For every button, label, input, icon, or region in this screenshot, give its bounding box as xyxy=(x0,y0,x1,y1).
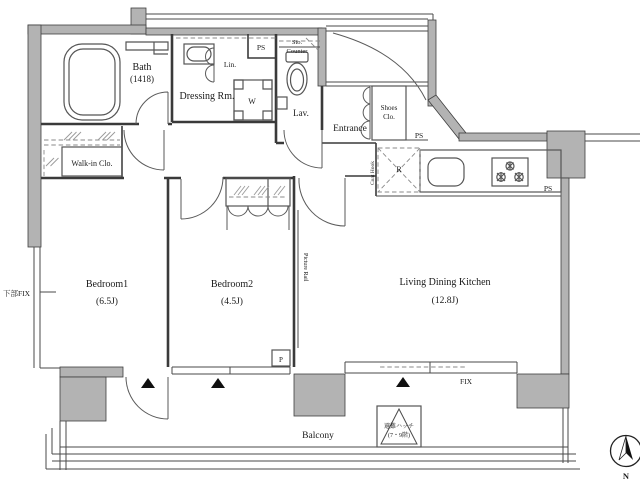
pillar-bottom-left xyxy=(60,377,106,421)
opening-direction-marker xyxy=(396,377,410,387)
compass-needle-light xyxy=(619,436,626,460)
toilet-bowl-inner xyxy=(291,69,304,91)
bedroom1-size-label: (6.5J) xyxy=(96,297,118,307)
ldk-door xyxy=(299,178,345,226)
lav-sink xyxy=(277,97,287,109)
evacuation-hatch-label-2: (7・9階) xyxy=(388,433,410,439)
wall-left-lower-window xyxy=(34,247,60,368)
bedroom2-closet-doors xyxy=(227,206,289,230)
wall-kitchen-top xyxy=(459,133,547,141)
storage-label: Sto. xyxy=(291,39,303,46)
opening-direction-marker xyxy=(141,378,155,388)
linen-closet-label: Lin. xyxy=(223,60,237,69)
interior-walls xyxy=(41,26,428,367)
bath-label: Bath xyxy=(132,62,152,73)
lavatory-label: Lav. xyxy=(293,108,309,118)
ps-label-kitchen: PS xyxy=(543,184,553,193)
picture-rail-label: Picture Rail xyxy=(302,253,308,282)
bedroom2-size-label: (4.5J) xyxy=(221,297,243,307)
counter-label: Counter xyxy=(286,48,308,55)
walk-in-closet-label: Walk-in Clo. xyxy=(71,159,113,168)
wall-entrance-right xyxy=(428,20,436,106)
wall-diagonal xyxy=(428,95,466,139)
walkin-hanger-rod xyxy=(44,140,120,176)
exterior-walls xyxy=(28,8,585,421)
wall-corridor-kitchen xyxy=(322,143,376,196)
shoes-closet-label-2: Clo. xyxy=(383,113,395,121)
washer-label: W xyxy=(248,97,256,106)
entrance-threshold xyxy=(326,26,428,31)
dressing-room-label: Dressing Rm. xyxy=(179,91,235,102)
compass-north-label: N xyxy=(622,471,630,481)
kitchen-sink xyxy=(428,158,464,186)
balcony-label: Balcony xyxy=(302,431,334,441)
corridor-door xyxy=(284,130,322,168)
opening-markers xyxy=(141,377,410,388)
bathtub-inner xyxy=(69,49,115,115)
wall-top-left xyxy=(28,25,146,34)
compass xyxy=(611,436,640,482)
linen-closet-doors xyxy=(206,48,215,82)
ps-label-top: PS xyxy=(256,43,266,52)
entrance-label: Entrance xyxy=(333,124,367,134)
bath-shelf xyxy=(126,42,168,54)
wall-bottom-left-band xyxy=(60,367,123,377)
bedroom2-window xyxy=(172,367,290,374)
p-label: P xyxy=(279,356,283,364)
pillar-bottom-right xyxy=(517,374,569,408)
pillar-bottom-mid xyxy=(294,374,345,416)
wall-right xyxy=(561,178,569,374)
outline-right-lower xyxy=(563,408,568,463)
ldk-label: Living Dining Kitchen xyxy=(399,277,491,288)
bathtub xyxy=(64,44,120,120)
ldk-window xyxy=(345,362,517,373)
balcony-left-wall xyxy=(60,421,66,470)
outline-top xyxy=(146,14,433,20)
shoes-closet-label-1: Shoes xyxy=(380,104,398,112)
lower-fix-label: 下部FIX xyxy=(3,289,31,298)
bedroom2-door xyxy=(181,177,223,219)
bath-size-label: (1418) xyxy=(130,74,154,84)
wall-entrance-left xyxy=(318,28,326,86)
bedroom2-label: Bedroom2 xyxy=(210,279,254,290)
coat-hook-label: Coat Hook xyxy=(370,161,376,185)
bath-door xyxy=(136,92,168,124)
bedroom1-door xyxy=(124,130,164,170)
bedroom1-label: Bedroom1 xyxy=(85,279,129,290)
evacuation-hatch-label-1: 避難ハッチ xyxy=(383,424,415,430)
stove-burners xyxy=(497,162,523,183)
outline-top-right xyxy=(585,134,640,141)
bedroom2-closet-hatch xyxy=(234,186,285,195)
opening-direction-marker xyxy=(211,378,225,388)
pillar-top-right xyxy=(547,131,585,178)
vanity-bowl xyxy=(187,47,211,61)
refrigerator-label: R xyxy=(396,165,402,174)
ps-label-entry: PS xyxy=(414,131,424,140)
fix-window-label: FIX xyxy=(459,377,473,386)
ldk-size-label: (12.8J) xyxy=(431,296,459,306)
compass-needle-dark xyxy=(626,436,633,460)
wall-left xyxy=(28,25,41,247)
wall-top-mid xyxy=(146,28,322,35)
